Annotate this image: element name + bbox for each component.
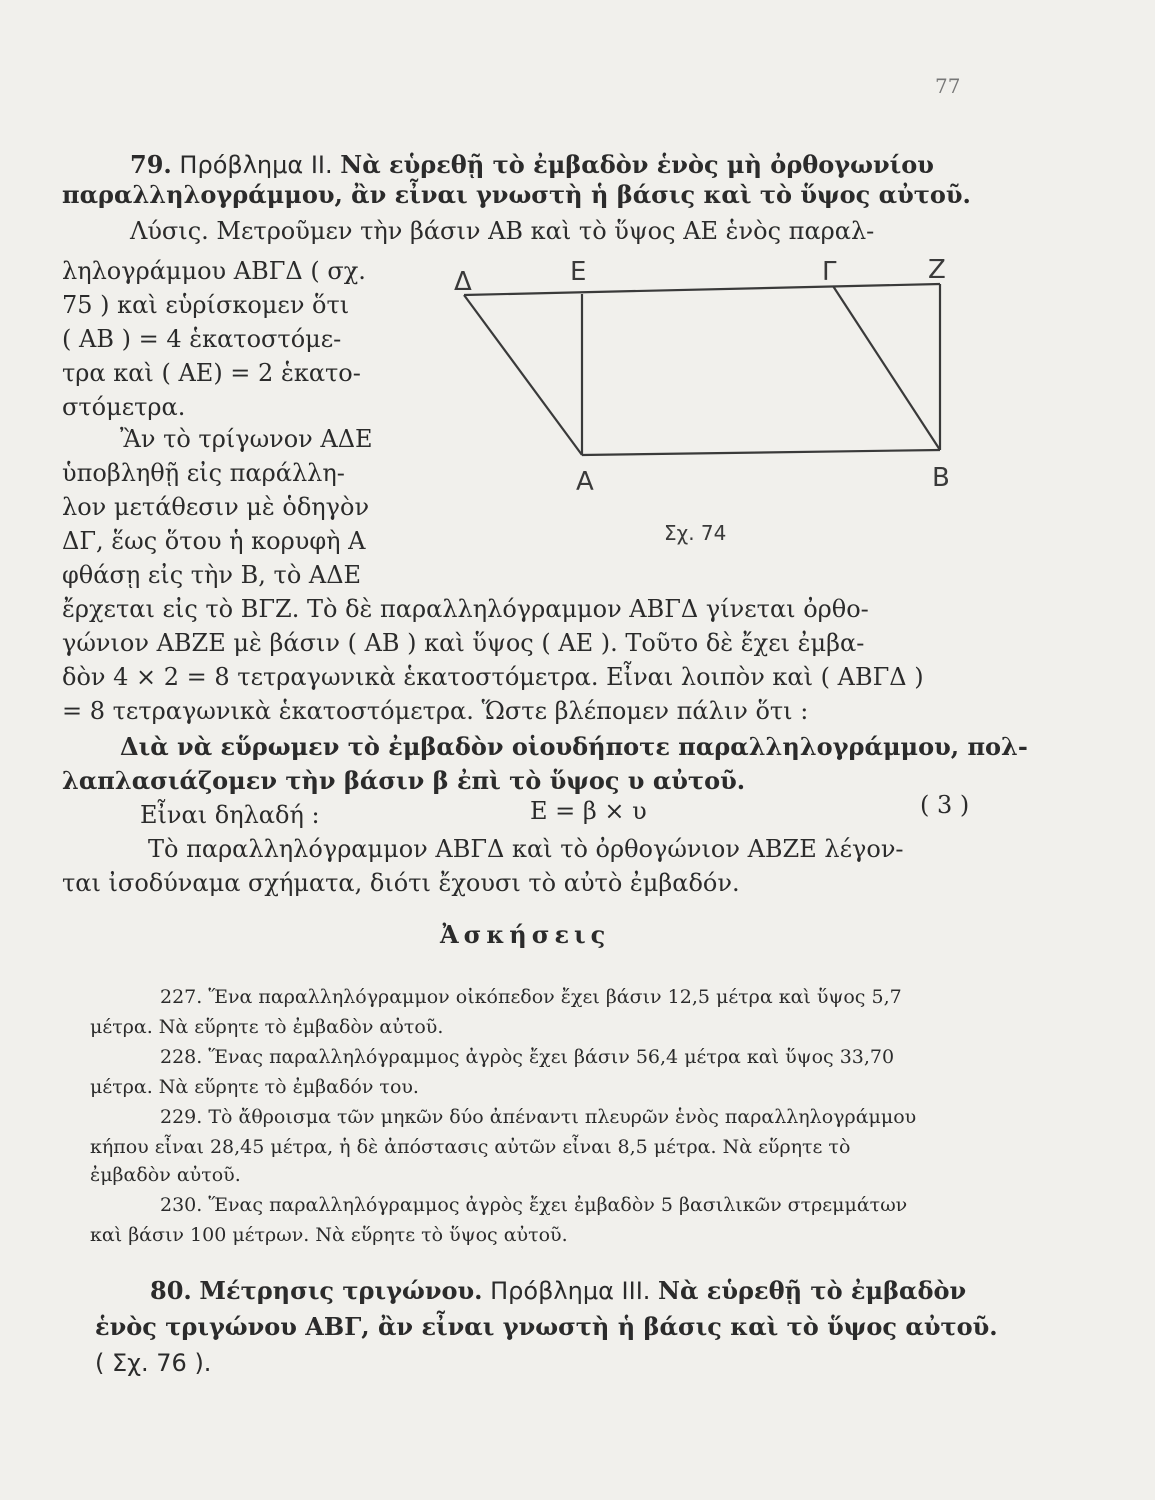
label-alpha: Α [576, 467, 594, 497]
edge-DZ [464, 284, 940, 295]
body-line: Τὸ παραλληλόγραμμον ΑΒΓΔ καὶ τὸ ὀρθογώνιον ΑΒΖΕ λέγον- [148, 835, 904, 863]
edge-DA [464, 295, 582, 455]
body-line: Λύσις. Μετροῦμεν τὴν βάσιν ΑΒ καὶ τὸ ὕψος ΑΕ ἑνὸς παραλ- [130, 217, 875, 245]
label-gamma: Γ [822, 257, 837, 287]
label-delta: Δ [454, 267, 472, 297]
exercise-229-cont: κήπου εἶναι 28,45 μέτρα, ἡ δὲ ἀπόστασις αὐτῶν εἶναι 8,5 μέτρα. Νὰ εὕρητε τὸ [90, 1136, 851, 1158]
section-number: 79. [130, 150, 172, 179]
body-line: Ἂν τὸ τρίγωνον ΑΔΕ [120, 425, 373, 453]
body-line: ὑποβληθῇ εἰς παράλλη- [62, 459, 345, 487]
body-line: φθάσῃ εἰς τὴν Β, τὸ ΑΔΕ [62, 561, 362, 589]
body-line: ληλογράμμου ΑΒΓΔ ( σχ. [62, 257, 366, 285]
exercise-229-cont: ἐμβαδὸν αὐτοῦ. [90, 1164, 241, 1186]
problem-title-cont: παραλληλογράμμου, ἂν εἶναι γνωστὴ ἡ βάσις καὶ τὸ ὕψος αὐτοῦ. [62, 180, 971, 209]
exercise-227: 227. Ἕνα παραλληλόγραμμον οἰκόπεδον ἔχει βάσιν 12,5 μέτρα καὶ ὕψος 5,7 [160, 986, 902, 1008]
body-line: λον μετάθεσιν μὲ ὁδηγὸν [62, 493, 370, 521]
exercise-230: 230. Ἕνας παραλληλόγραμμος ἀγρὸς ἔχει ἐμβαδὸν 5 βασιλικῶν στρεμμάτων [160, 1194, 908, 1216]
page-number: 77 [935, 74, 961, 98]
problem-title: Νὰ εὑρεθῇ τὸ ἐμβαδὸν ἑνὸς μὴ ὀρθογωνίου [340, 150, 934, 179]
body-line: ται ἰσοδύναμα σχήματα, διότι ἔχουσι τὸ αὐτὸ ἐμβαδόν. [62, 869, 740, 897]
label-zeta: Ζ [928, 255, 946, 285]
exercise-228-cont: μέτρα. Νὰ εὕρητε τὸ ἐμβαδόν του. [90, 1076, 419, 1098]
body-line: ( ΑΒ ) = 4 ἑκατοστόμε- [62, 325, 342, 353]
section-number: 80. [150, 1276, 192, 1305]
area-formula: Ε = β × υ [530, 797, 647, 825]
rule-statement-cont: λαπλασιάζομεν τὴν βάσιν β ἐπὶ τὸ ὕψος υ αὐτοῦ. [62, 766, 746, 795]
figure-caption: Σχ. 74 [664, 521, 727, 545]
exercise-230-cont: καὶ βάσιν 100 μέτρων. Νὰ εὕρητε τὸ ὕψος αὐτοῦ. [90, 1224, 568, 1246]
edge-AB [582, 450, 940, 455]
label-beta: Β [932, 463, 950, 493]
exercise-229: 229. Τὸ ἄθροισμα τῶν μηκῶν δύο ἀπέναντι πλευρῶν ἑνὸς παραλληλογράμμου [160, 1106, 917, 1128]
body-line: ΔΓ, ἕως ὅτου ἡ κορυφὴ Α [62, 527, 366, 555]
body-line: ἔρχεται εἰς τὸ ΒΓΖ. Τὸ δὲ παραλληλόγραμμον ΑΒΓΔ γίνεται ὀρθο- [62, 595, 869, 623]
rule-statement: Διὰ νὰ εὕρωμεν τὸ ἐμβαδὸν οἱουδήποτε παραλληλογράμμου, πολ- [120, 732, 1028, 761]
problem-label: Πρόβλημα ΙΙ. [179, 151, 333, 179]
body-line: = 8 τετραγωνικὰ ἑκατοστόμετρα. Ὥστε βλέπομεν πάλιν ὅτι : [62, 697, 809, 725]
parallelogram-figure [440, 240, 980, 560]
formula-lead: Εἶναι δηλαδή : [140, 801, 320, 829]
exercises-heading: Ἀσκήσεις [440, 920, 611, 949]
edge-GB [833, 286, 940, 450]
section-title: Μέτρησις τριγώνου. [199, 1276, 483, 1305]
body-line: 75 ) καὶ εὑρίσκομεν ὅτι [62, 291, 350, 319]
problem-label: Πρόβλημα ΙΙΙ. [490, 1277, 651, 1305]
body-line: στόμετρα. [62, 393, 186, 421]
label-epsilon: Ε [570, 257, 587, 287]
formula-number: ( 3 ) [920, 791, 970, 819]
problem-title: Νὰ εὑρεθῇ τὸ ἐμβαδὸν [658, 1276, 967, 1305]
body-line: γώνιον ΑΒΖΕ μὲ βάσιν ( ΑΒ ) καὶ ὕψος ( ΑΕ ). Τοῦτο δὲ ἔχει ἐμβα- [62, 629, 865, 657]
body-line: τρα καὶ ( ΑΕ) = 2 ἑκατο- [62, 359, 361, 387]
section-80-heading [150, 1276, 966, 1306]
figure-reference: ( Σχ. 76 ). [95, 1349, 212, 1377]
exercise-227-cont: μέτρα. Νὰ εὕρητε τὸ ἐμβαδὸν αὐτοῦ. [90, 1016, 444, 1038]
problem-title-cont: ἑνὸς τριγώνου ΑΒΓ, ἂν εἶναι γνωστὴ ἡ βάσις καὶ τὸ ὕψος αὐτοῦ. [95, 1312, 998, 1341]
body-line: δὸν 4 × 2 = 8 τετραγωνικὰ ἑκατοστόμετρα. Εἶναι λοιπὸν καὶ ( ΑΒΓΔ ) [62, 663, 924, 691]
section-79-heading [130, 150, 934, 180]
exercise-228: 228. Ἕνας παραλληλόγραμμος ἀγρὸς ἔχει βάσιν 56,4 μέτρα καὶ ὕψος 33,70 [160, 1046, 895, 1068]
